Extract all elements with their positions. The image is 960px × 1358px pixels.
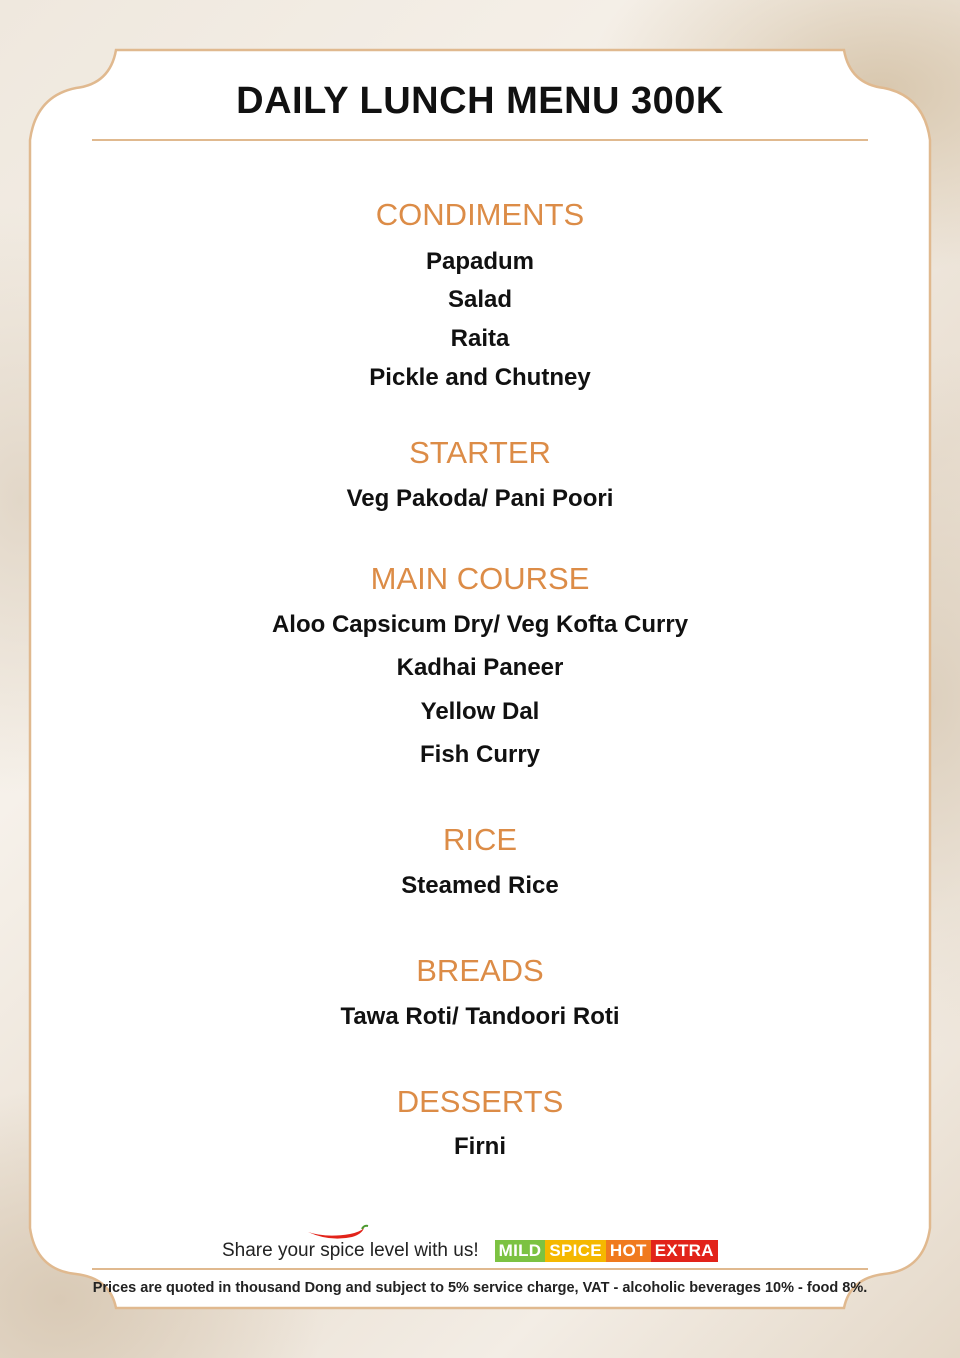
spice-badge-hot: HOT: [606, 1240, 651, 1262]
menu-item: Kadhai Paneer: [396, 654, 564, 681]
menu-item: Salad: [447, 286, 513, 313]
menu-item: Steamed Rice: [401, 872, 559, 899]
section-title-main-course: MAIN COURSE: [370, 561, 590, 596]
spice-level-label: Share your spice level with us!: [222, 1240, 479, 1261]
spice-level-row: [222, 1238, 718, 1264]
menu-item: Aloo Capsicum Dry/ Veg Kofta Curry: [271, 611, 689, 638]
menu-item: Firni: [454, 1133, 506, 1160]
section-title-condiments: CONDIMENTS: [375, 197, 585, 232]
menu-item: Veg Pakoda/ Pani Poori: [346, 485, 614, 512]
section-title-breads: BREADS: [416, 953, 544, 988]
footer-divider: [92, 1268, 868, 1270]
section-title-rice: RICE: [442, 822, 518, 857]
section-title-desserts: DESSERTS: [396, 1084, 564, 1119]
price-note: Prices are quoted in thousand Dong and subject to 5% service charge, VAT - alcoholic beverages 10% - food 8%.: [92, 1280, 868, 1296]
spice-badge-mild: MILD: [495, 1240, 546, 1262]
title-divider: [92, 139, 868, 141]
spice-badge-spice: SPICE: [545, 1240, 606, 1262]
menu-item: Yellow Dal: [420, 698, 540, 725]
menu-item: Pickle and Chutney: [369, 364, 591, 391]
menu-item: Papadum: [425, 248, 535, 275]
spice-level-badges: [495, 1240, 718, 1262]
menu-item: Tawa Roti/ Tandoori Roti: [340, 1003, 620, 1030]
menu-item: Fish Curry: [419, 741, 541, 768]
section-title-starter: STARTER: [409, 435, 551, 470]
menu-title: DAILY LUNCH MENU 300K: [236, 80, 724, 122]
spice-badge-extra: EXTRA: [651, 1240, 718, 1262]
menu-item: Raita: [450, 325, 510, 352]
